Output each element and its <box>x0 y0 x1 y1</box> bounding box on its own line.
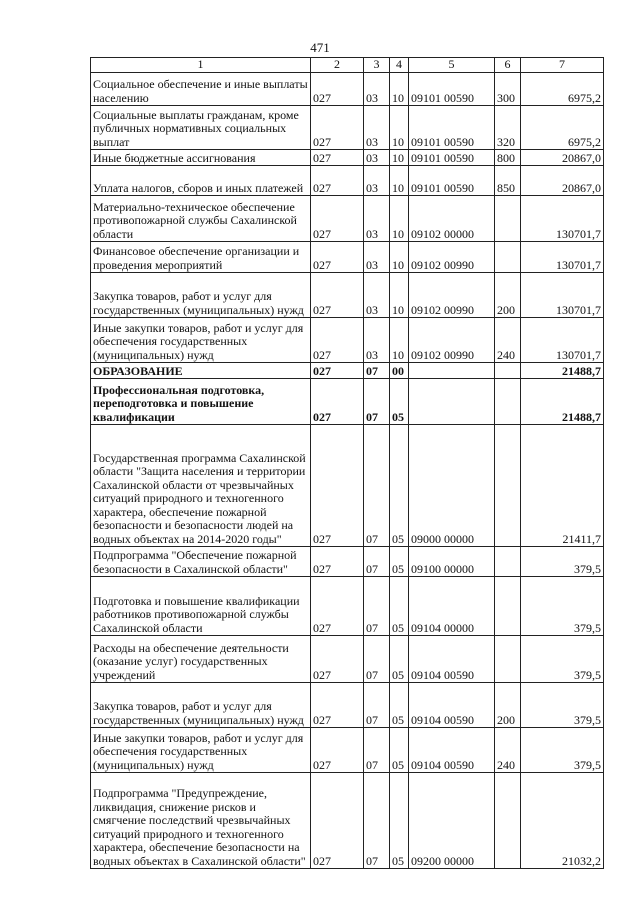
table-row <box>91 728 604 773</box>
admin-code: 027 <box>311 242 364 273</box>
admin-code: 027 <box>311 318 364 363</box>
col-header-2: 2 <box>311 58 364 73</box>
section-code: 07 <box>364 547 390 577</box>
amount: 379,5 <box>521 547 604 577</box>
admin-code: 027 <box>311 728 364 773</box>
expense-type-code: 800 <box>495 150 521 166</box>
subsection-code: 05 <box>390 547 409 577</box>
admin-code: 027 <box>311 196 364 242</box>
table-row <box>91 166 604 196</box>
row-name: Подготовка и повышение квалификации работников противопожарной службы Сахалинской области <box>91 577 311 636</box>
amount: 6975,2 <box>521 106 604 150</box>
expense-type-code: 320 <box>495 106 521 150</box>
admin-code: 027 <box>311 773 364 869</box>
row-name: Подпрограмма "Предупреждение, ликвидация, снижение рисков и смягчение последствий чрезвычайных ситуаций природного и техногенного характера, обеспечение безопасности на водных объектах в Сахалинской области" <box>91 773 311 869</box>
row-name: Иные закупки товаров, работ и услуг для обеспечения государственных (муниципальных) нужд <box>91 728 311 773</box>
admin-code: 027 <box>311 379 364 425</box>
expense-type-code: 200 <box>495 683 521 728</box>
admin-code: 027 <box>311 273 364 318</box>
row-name: Уплата налогов, сборов и иных платежей <box>91 166 311 196</box>
table-row <box>91 547 604 577</box>
expense-type-code <box>495 242 521 273</box>
expense-type-code <box>495 196 521 242</box>
row-name: Финансовое обеспечение организации и проведения мероприятий <box>91 242 311 273</box>
expense-type-code <box>495 379 521 425</box>
amount: 6975,2 <box>521 73 604 106</box>
table-row <box>91 379 604 425</box>
amount: 21411,7 <box>521 425 604 547</box>
section-code: 03 <box>364 166 390 196</box>
section-code: 07 <box>364 363 390 379</box>
subsection-code: 05 <box>390 577 409 636</box>
expense-type-code <box>495 636 521 683</box>
amount: 20867,0 <box>521 166 604 196</box>
admin-code: 027 <box>311 106 364 150</box>
row-name: Социальное обеспечение и иные выплаты населению <box>91 73 311 106</box>
expense-type-code <box>495 577 521 636</box>
budget-table <box>90 57 604 869</box>
table-row <box>91 363 604 379</box>
table-row <box>91 196 604 242</box>
amount: 21488,7 <box>521 379 604 425</box>
col-header-1: 1 <box>91 58 311 73</box>
row-name: Иные бюджетные ассигнования <box>91 150 311 166</box>
table-row <box>91 150 604 166</box>
expense-type-code: 850 <box>495 166 521 196</box>
section-code: 07 <box>364 773 390 869</box>
section-code: 03 <box>364 73 390 106</box>
row-name: Социальные выплаты гражданам, кроме публичных нормативных социальных выплат <box>91 106 311 150</box>
admin-code: 027 <box>311 150 364 166</box>
table-row <box>91 318 604 363</box>
admin-code: 027 <box>311 425 364 547</box>
admin-code: 027 <box>311 363 364 379</box>
amount: 379,5 <box>521 636 604 683</box>
amount: 21488,7 <box>521 363 604 379</box>
target-code: 09104 00590 <box>409 683 495 728</box>
subsection-code: 10 <box>390 106 409 150</box>
subsection-code: 05 <box>390 728 409 773</box>
target-code: 09104 00590 <box>409 636 495 683</box>
target-code <box>409 363 495 379</box>
row-name: Закупка товаров, работ и услуг для государственных (муниципальных) нужд <box>91 683 311 728</box>
target-code: 09102 00000 <box>409 196 495 242</box>
amount: 21032,2 <box>521 773 604 869</box>
section-code: 03 <box>364 150 390 166</box>
table-row <box>91 106 604 150</box>
target-code: 09101 00590 <box>409 73 495 106</box>
row-name: ОБРАЗОВАНИЕ <box>91 363 311 379</box>
expense-type-code <box>495 363 521 379</box>
amount: 130701,7 <box>521 242 604 273</box>
target-code <box>409 379 495 425</box>
admin-code: 027 <box>311 73 364 106</box>
amount: 130701,7 <box>521 273 604 318</box>
table-row <box>91 577 604 636</box>
subsection-code: 10 <box>390 73 409 106</box>
subsection-code: 05 <box>390 425 409 547</box>
table-row <box>91 425 604 547</box>
subsection-code: 00 <box>390 363 409 379</box>
amount: 20867,0 <box>521 150 604 166</box>
amount: 130701,7 <box>521 318 604 363</box>
expense-type-code <box>495 773 521 869</box>
section-code: 03 <box>364 106 390 150</box>
section-code: 07 <box>364 577 390 636</box>
admin-code: 027 <box>311 683 364 728</box>
table-row <box>91 683 604 728</box>
amount: 379,5 <box>521 728 604 773</box>
subsection-code: 10 <box>390 242 409 273</box>
expense-type-code: 300 <box>495 73 521 106</box>
table-row <box>91 242 604 273</box>
col-header-7: 7 <box>521 58 604 73</box>
section-code: 07 <box>364 728 390 773</box>
table-row <box>91 273 604 318</box>
header-row <box>91 58 604 73</box>
target-code: 09101 00590 <box>409 150 495 166</box>
table-row <box>91 636 604 683</box>
admin-code: 027 <box>311 547 364 577</box>
section-code: 03 <box>364 318 390 363</box>
section-code: 07 <box>364 636 390 683</box>
section-code: 03 <box>364 242 390 273</box>
subsection-code: 05 <box>390 683 409 728</box>
section-code: 07 <box>364 683 390 728</box>
target-code: 09200 00000 <box>409 773 495 869</box>
target-code: 09102 00990 <box>409 318 495 363</box>
col-header-6: 6 <box>495 58 521 73</box>
col-header-4: 4 <box>390 58 409 73</box>
subsection-code: 10 <box>390 166 409 196</box>
row-name: Профессиональная подготовка, переподготовка и повышение квалификации <box>91 379 311 425</box>
target-code: 09000 00000 <box>409 425 495 547</box>
target-code: 09102 00990 <box>409 273 495 318</box>
subsection-code: 05 <box>390 636 409 683</box>
col-header-5: 5 <box>409 58 495 73</box>
subsection-code: 10 <box>390 196 409 242</box>
expense-type-code <box>495 547 521 577</box>
target-code: 09100 00000 <box>409 547 495 577</box>
subsection-code: 05 <box>390 379 409 425</box>
target-code: 09104 00590 <box>409 728 495 773</box>
col-header-3: 3 <box>364 58 390 73</box>
section-code: 03 <box>364 273 390 318</box>
row-name: Иные закупки товаров, работ и услуг для обеспечения государственных (муниципальных) нужд <box>91 318 311 363</box>
section-code: 07 <box>364 379 390 425</box>
subsection-code: 05 <box>390 773 409 869</box>
target-code: 09101 00590 <box>409 106 495 150</box>
row-name: Подпрограмма "Обеспечение пожарной безопасности в Сахалинской области" <box>91 547 311 577</box>
table-row <box>91 773 604 869</box>
target-code: 09102 00990 <box>409 242 495 273</box>
expense-type-code: 240 <box>495 318 521 363</box>
target-code: 09104 00000 <box>409 577 495 636</box>
row-name: Закупка товаров, работ и услуг для государственных (муниципальных) нужд <box>91 273 311 318</box>
expense-type-code: 240 <box>495 728 521 773</box>
subsection-code: 10 <box>390 318 409 363</box>
table-row <box>91 73 604 106</box>
row-name: Материально-техническое обеспечение противопожарной службы Сахалинской области <box>91 196 311 242</box>
subsection-code: 10 <box>390 150 409 166</box>
amount: 130701,7 <box>521 196 604 242</box>
amount: 379,5 <box>521 683 604 728</box>
row-name: Расходы на обеспечение деятельности (оказание услуг) государственных учреждений <box>91 636 311 683</box>
admin-code: 027 <box>311 166 364 196</box>
section-code: 03 <box>364 196 390 242</box>
admin-code: 027 <box>311 577 364 636</box>
amount: 379,5 <box>521 577 604 636</box>
row-name: Государственная программа Сахалинской области "Защита населения и территории Сахалинской области от чрезвычайных ситуаций природного и техногенного характера, обеспечение пожарной безопасности и безопасности людей на водных объектах на 2014-2020 годы" <box>91 425 311 547</box>
target-code: 09101 00590 <box>409 166 495 196</box>
expense-type-code <box>495 425 521 547</box>
expense-type-code: 200 <box>495 273 521 318</box>
admin-code: 027 <box>311 636 364 683</box>
section-code: 07 <box>364 425 390 547</box>
subsection-code: 10 <box>390 273 409 318</box>
page-number: 471 <box>310 40 330 55</box>
